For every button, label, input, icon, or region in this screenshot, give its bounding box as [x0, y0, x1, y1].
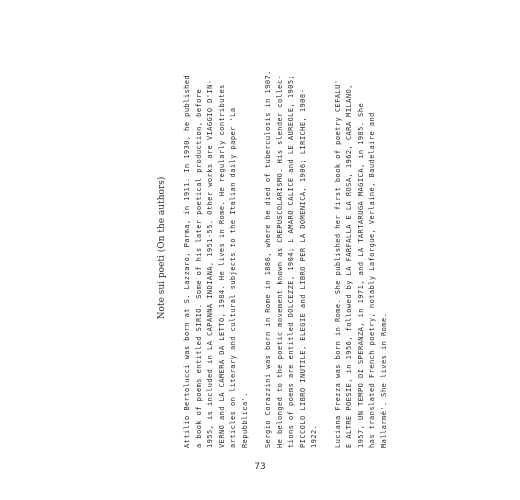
text-line: 1957, UN TEMPO DI SPERANZA, in 1971, and LA TARTARUGA MAGICA, in 1985. She: [356, 102, 365, 448]
text-line: tions of poems are entitled DOLCEZZE, 1904; L AMARO CALICE and LE AUREOLE, 1905;: [287, 74, 295, 448]
text-line: PICCOLO LIBRO INUTILE, ELEGIE and LIBRO PER LA DOMENICA, 1906; LIRICHE, 1908-: [298, 88, 307, 448]
paragraph-corazzini: [263, 48, 321, 448]
paragraph-bertolucci: [182, 48, 251, 448]
text-line: 1922.: [310, 424, 318, 448]
text-line: Luciana Frezza was born in Rome. She published her first book of poetry CEFALU': [333, 79, 342, 448]
text-line: E ALTRE POESIE, in 1956, followed by LA FARFALLA E LA ROSA, 1962, CARA MILANO,: [345, 84, 353, 448]
text-line: articles on literary and cultural subjects to the Italian daily paper 'La: [229, 107, 237, 448]
text-line: Repubblica'.: [240, 392, 249, 448]
text-line: He belonged to the poetic movement known as CREPUSCOLARISMO. His slender collec-: [275, 74, 284, 448]
text-line: has translated French poetry, notably Laforgue, Verlaine, Baudelaire and: [368, 112, 376, 448]
text-line: Mallarmé'. She lives in Rome.: [379, 312, 388, 448]
section-heading: Note sui poeti (On the authors): [157, 176, 167, 320]
text-line: 1955, is included in LA CAPANNA INDIANA, 1951-55. Other works are VIAGGIO D'IN-: [206, 79, 214, 448]
text-line: Attilio Bertolucci was born at S. Lazzaro, Parma, in 1911. In 1930, he published: [183, 74, 191, 448]
text-line: Sergio Corazzini was born in Rome in 1886, where he died of tuberculosis in 1907.: [264, 70, 272, 448]
text-line: a book of poems entitled SIRIO. Some of his later poetical production, before: [194, 88, 203, 448]
rotated-text-block: [150, 38, 450, 458]
text-line: VERNO and LA CAMERA DA LETTO, 1984. He lives in Rome. He regularly contributes: [217, 84, 226, 448]
paragraph-frezza: [333, 48, 391, 448]
page-number: 73: [254, 462, 266, 472]
text-column: [150, 38, 450, 458]
